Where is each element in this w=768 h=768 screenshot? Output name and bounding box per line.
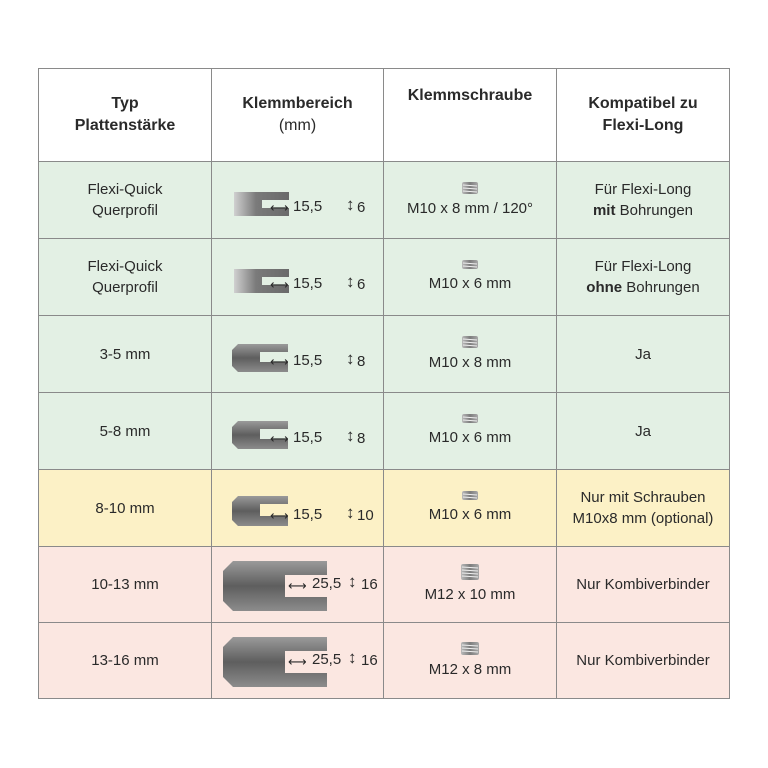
- double-arrow-vertical-icon: ↕: [346, 503, 355, 522]
- double-arrow-horizontal-icon: ⟷: [288, 653, 307, 669]
- compat-cell: [557, 162, 730, 239]
- header-clamp-line1: Klemmbereich: [242, 95, 353, 112]
- compat-post: Bohrungen: [622, 279, 700, 296]
- clamp-width: 25,5: [312, 574, 342, 592]
- type-cell: [39, 239, 212, 316]
- table-row: [39, 162, 730, 239]
- double-arrow-vertical-icon: ↕: [346, 195, 355, 214]
- compat-cell: Ja: [557, 393, 730, 470]
- header-screw-label: Klemmschraube: [407, 87, 533, 104]
- clamp-cell: [212, 393, 384, 470]
- screw-cell: [384, 316, 557, 393]
- clamp-cell: [212, 547, 384, 623]
- type-cell: 3-5 mm: [39, 316, 212, 393]
- clamp-width: 15,5: [293, 275, 323, 292]
- compat-line1: Nur mit Schrauben: [580, 489, 706, 506]
- header-compat-line2: Flexi-Long: [602, 117, 684, 134]
- double-arrow-horizontal-icon: ⟷: [288, 577, 307, 593]
- screw-icon: [462, 491, 478, 500]
- header-type: [39, 69, 212, 162]
- table-row: [39, 393, 730, 470]
- type-line1: Flexi-Quick: [87, 258, 163, 275]
- double-arrow-vertical-icon: ↕: [346, 349, 355, 368]
- compat-cell: [557, 239, 730, 316]
- screw-label: M10 x 8 mm: [428, 353, 512, 371]
- clamp-width: 15,5: [293, 198, 323, 215]
- double-arrow-horizontal-icon: ⟷: [270, 354, 289, 369]
- compat-cell: [557, 470, 730, 547]
- table-row: [39, 470, 730, 547]
- screw-icon: [462, 414, 478, 423]
- compat-line1: Für Flexi-Long: [594, 258, 692, 275]
- clamp-width: 15,5: [293, 506, 323, 523]
- clamp-cell: [212, 623, 384, 699]
- table-row: [39, 547, 730, 623]
- clamp-width: 15,5: [293, 429, 323, 446]
- clamp-height: 8: [357, 353, 366, 370]
- clamp-cell: [212, 239, 384, 316]
- header-compat: [557, 69, 730, 162]
- screw-icon: [462, 182, 478, 194]
- type-cell: 10-13 mm: [39, 547, 212, 623]
- double-arrow-vertical-icon: ↕: [346, 426, 355, 445]
- clamp-height: 10: [357, 507, 374, 524]
- screw-cell: [384, 393, 557, 470]
- screw-cell: [384, 162, 557, 239]
- compat-cell: Nur Kombiverbinder: [557, 547, 730, 623]
- clamp-height: 16: [361, 575, 378, 593]
- header-clamp-unit: (mm): [278, 117, 317, 134]
- header-row: [39, 69, 730, 162]
- type-cell: [39, 162, 212, 239]
- double-arrow-vertical-icon: ↕: [346, 272, 355, 291]
- screw-icon: [461, 564, 479, 580]
- clamp-height: 8: [357, 430, 366, 447]
- header-type-line1: Typ: [111, 95, 139, 112]
- screw-label: M10 x 6 mm: [428, 429, 512, 446]
- header-type-line2: Plattenstärke: [74, 117, 176, 134]
- screw-icon: [462, 336, 478, 348]
- spec-table: [38, 68, 730, 699]
- compat-cell: Ja: [557, 316, 730, 393]
- table-row: [39, 239, 730, 316]
- double-arrow-vertical-icon: ↕: [348, 647, 357, 667]
- compat-cell: Nur Kombiverbinder: [557, 623, 730, 699]
- compat-post: Bohrungen: [615, 202, 694, 219]
- table-row: [39, 623, 730, 699]
- type-line2: Querprofil: [92, 202, 158, 219]
- screw-cell: [384, 239, 557, 316]
- compat-line2: M10x8 mm (optional): [572, 510, 714, 527]
- clamp-width: 25,5: [312, 650, 342, 668]
- screw-label: M10 x 8 mm / 120°: [406, 199, 534, 217]
- double-arrow-horizontal-icon: ⟷: [270, 431, 289, 446]
- screw-label: M10 x 6 mm: [428, 506, 512, 523]
- screw-label: M10 x 6 mm: [428, 275, 512, 292]
- screw-label: M12 x 8 mm: [428, 660, 512, 678]
- type-cell: 8-10 mm: [39, 470, 212, 547]
- double-arrow-horizontal-icon: ⟷: [270, 200, 289, 215]
- type-line1: Flexi-Quick: [87, 181, 163, 198]
- header-screw: [384, 69, 557, 162]
- double-arrow-horizontal-icon: ⟷: [270, 508, 289, 523]
- screw-icon: [462, 260, 478, 269]
- compat-bold: ohne: [586, 279, 623, 296]
- clamp-height: 16: [361, 651, 378, 669]
- type-cell: 5-8 mm: [39, 393, 212, 470]
- screw-icon: [461, 642, 479, 655]
- clamp-height: 6: [357, 276, 366, 293]
- header-clamp-range: [212, 69, 384, 162]
- type-line2: Querprofil: [92, 279, 158, 296]
- type-cell: 13-16 mm: [39, 623, 212, 699]
- compat-line1: Für Flexi-Long: [594, 181, 692, 198]
- clamp-cell: [212, 316, 384, 393]
- double-arrow-vertical-icon: ↕: [348, 571, 357, 591]
- screw-cell: [384, 623, 557, 699]
- screw-cell: [384, 470, 557, 547]
- header-compat-line1: Kompatibel zu: [588, 95, 698, 112]
- clamp-cell: [212, 162, 384, 239]
- compat-bold: mit: [592, 202, 616, 219]
- double-arrow-horizontal-icon: ⟷: [270, 277, 289, 292]
- table-row: [39, 316, 730, 393]
- clamp-width: 15,5: [293, 352, 323, 369]
- clamp-cell: [212, 470, 384, 547]
- screw-label: M12 x 10 mm: [424, 586, 516, 603]
- screw-cell: [384, 547, 557, 623]
- clamp-height: 6: [357, 199, 366, 216]
